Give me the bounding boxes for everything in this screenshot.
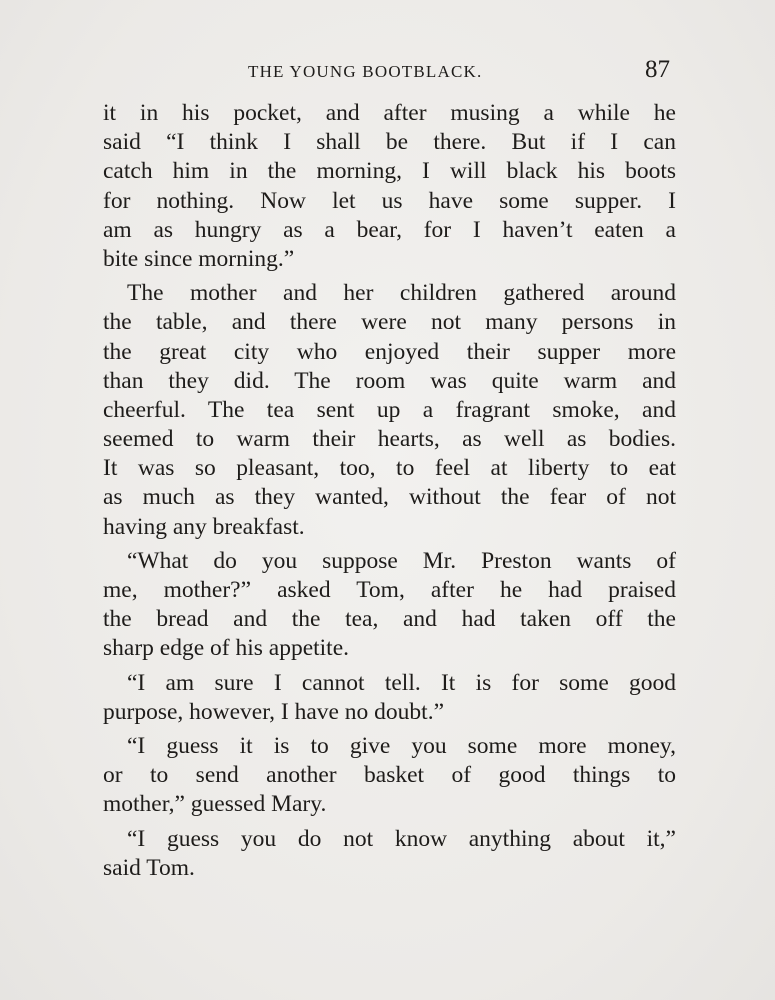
text-line: am as hungry as a bear, for I haven’t eaten a [103, 216, 676, 243]
text-line: catch him in the morning, I will black his boots [103, 158, 676, 185]
body-text [103, 99, 676, 888]
text-line: It was so pleasant, too, to feel at liberty to eat [103, 455, 676, 482]
text-line: said “I think I shall be there. But if I can [103, 129, 676, 156]
text-line: the bread and the tea, and had taken off the [103, 606, 676, 633]
page-number: 87 [645, 56, 670, 83]
paragraph [103, 825, 676, 883]
text-line: seemed to warm their hearts, as well as bodies. [103, 426, 676, 453]
paragraph [103, 99, 676, 274]
text-line: the table, and there were not many persons in [103, 309, 676, 336]
paragraph [103, 669, 676, 727]
text-line: “What do you suppose Mr. Preston wants of [127, 547, 676, 574]
text-line: than they did. The room was quite warm and [103, 367, 676, 394]
text-line: said Tom. [103, 854, 195, 881]
text-line: “I guess it is to give you some more money, [127, 732, 676, 759]
text-line: the great city who enjoyed their supper more [103, 338, 676, 365]
text-line: for nothing. Now let us have some supper. I [103, 187, 676, 214]
running-header [0, 58, 775, 88]
paragraph [103, 547, 676, 664]
text-line: or to send another basket of good things to [103, 762, 676, 789]
text-line: it in his pocket, and after musing a while he [103, 100, 676, 126]
text-line: as much as they wanted, without the fear of not [103, 484, 676, 511]
paragraph [103, 732, 676, 820]
text-line: having any breakfast. [103, 513, 305, 540]
text-line: me, mother?” asked Tom, after he had praised [103, 577, 676, 603]
text-line: mother,” guessed Mary. [103, 791, 327, 818]
text-line: “I guess you do not know anything about it,” [127, 825, 676, 852]
running-title: THE YOUNG BOOTBLACK. [248, 62, 483, 81]
paragraph [103, 279, 676, 542]
text-line: bite since morning.” [103, 245, 295, 272]
text-line: “I am sure I cannot tell. It is for some good [127, 669, 676, 696]
text-line: cheerful. The tea sent up a fragrant smoke, and [103, 396, 676, 423]
text-line: purpose, however, I have no doubt.” [103, 698, 445, 725]
text-line: sharp edge of his appetite. [103, 635, 350, 662]
text-line: The mother and her children gathered around [127, 280, 676, 307]
